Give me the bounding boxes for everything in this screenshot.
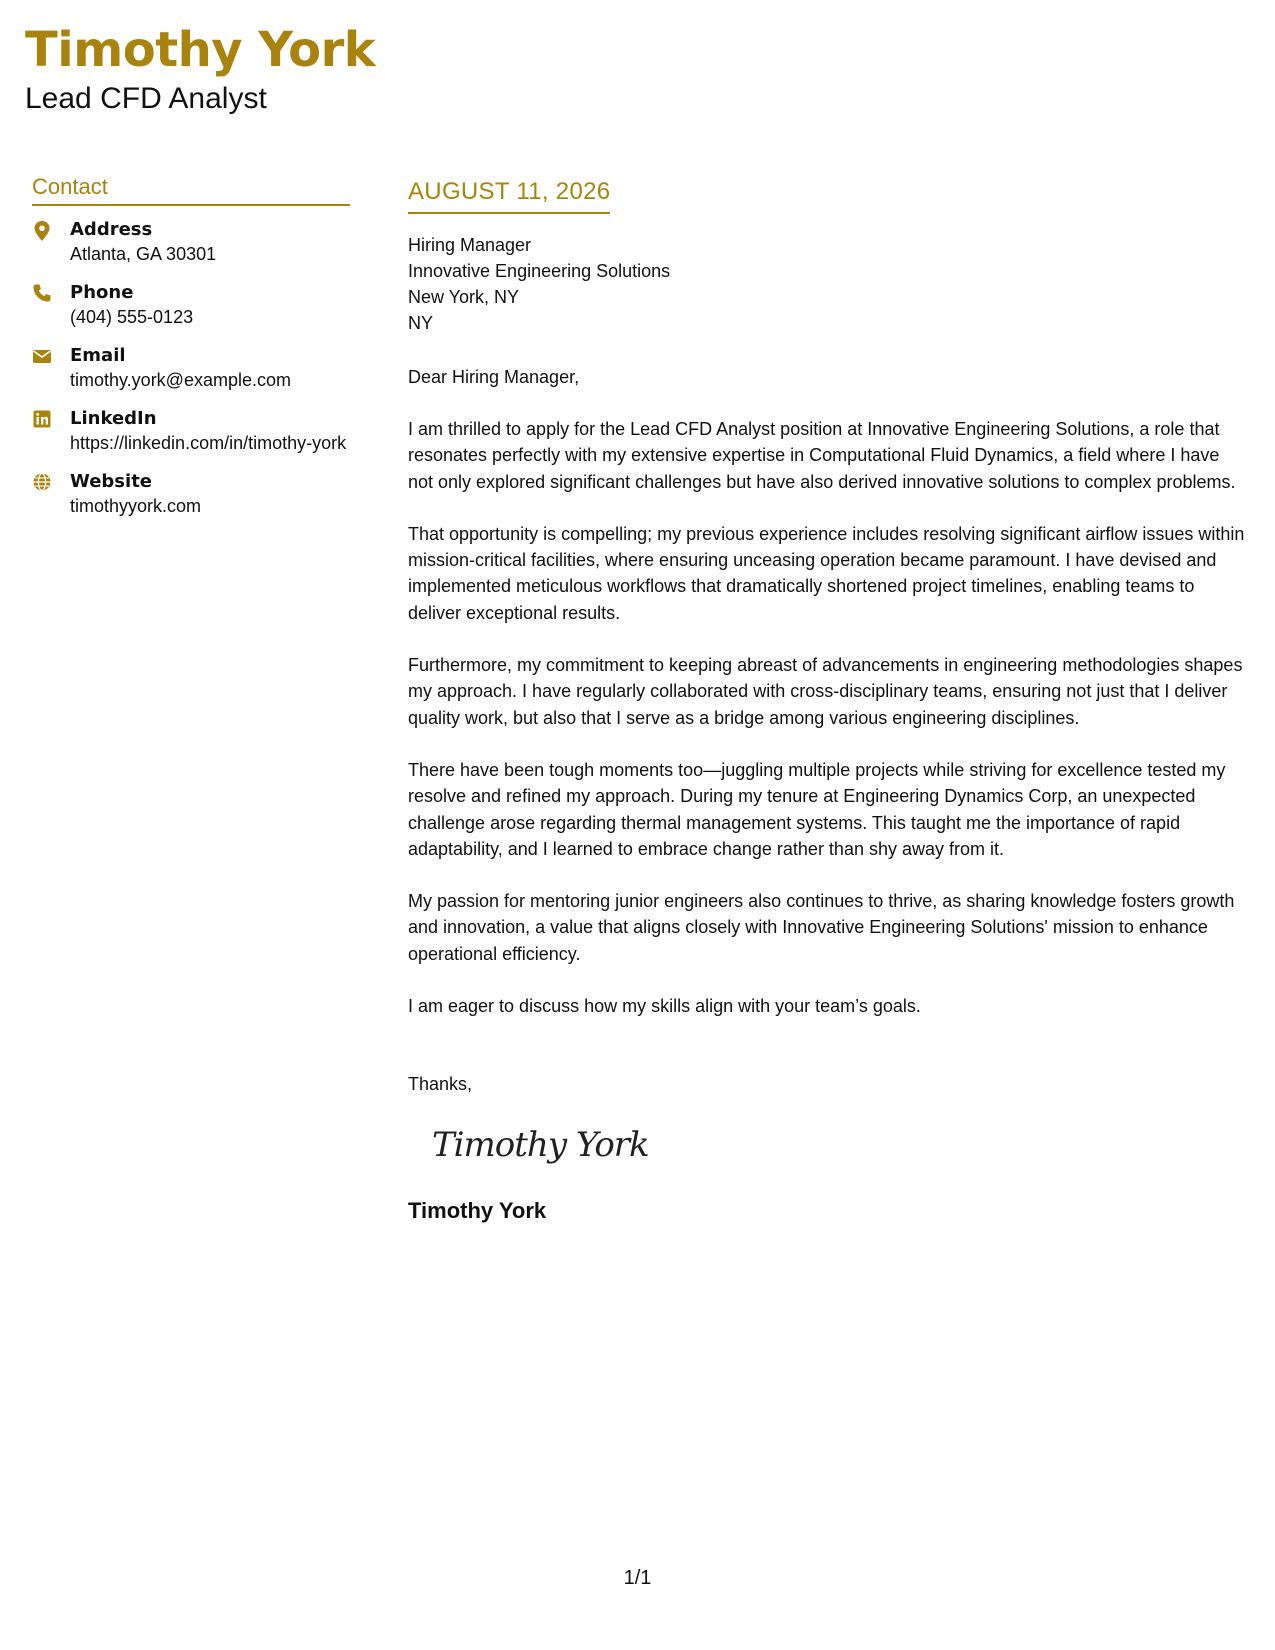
contact-item-address — [32, 218, 350, 267]
contact-label: Address — [70, 219, 153, 240]
letter-body — [408, 178, 1248, 1225]
contact-label: LinkedIn — [70, 408, 157, 429]
letter-paragraph: I am thrilled to apply for the Lead CFD Analyst position at Innovative Engineering Solutions, a role that resonates perfectly with my extensive expertise in Computational Fluid Dynamics, a field where I have not only explored significant challenges but have also derived innovative solutions to complex problems. — [408, 419, 1236, 492]
map-pin-icon — [32, 220, 54, 242]
letter-paragraph: That opportunity is compelling; my previous experience includes resolving significant airflow issues within mission-critical facilities, where ensuring unceasing operation became paramount. I have devised and implemented meticulous workflows that dramatically shortened project timelines, enabling teams to deliver exceptional results. — [408, 523, 1245, 623]
phone-icon — [32, 283, 54, 305]
letter-paragraph: My passion for mentoring junior engineers also continues to thrive, as sharing knowledge fosters growth and innovation, a value that aligns closely with Innovative Engineering Solutions' mission to enhance operational efficiency. — [408, 891, 1235, 964]
letter-date: AUGUST 11, 2026 — [408, 178, 610, 214]
handwritten-signature: Timothy York — [432, 1125, 649, 1166]
recipient-line: NY — [408, 313, 434, 333]
contact-value: timothyyork.com — [70, 496, 202, 516]
contact-value: timothy.york@example.com — [70, 370, 292, 390]
contact-sidebar — [32, 174, 350, 533]
letter-paragraph: I am eager to discuss how my skills align with your team’s goals. — [408, 996, 921, 1017]
contact-value: (404) 555-0123 — [70, 307, 194, 327]
contact-item-email — [32, 344, 350, 393]
candidate-name: Timothy York — [25, 22, 376, 78]
contact-label: Website — [70, 471, 153, 492]
recipient-line: New York, NY — [408, 287, 520, 307]
candidate-job-title: Lead CFD Analyst — [25, 82, 267, 115]
letter-paragraph: Furthermore, my commitment to keeping abreast of advancements in engineering methodologies shapes my approach. I have regularly collaborated with cross-disciplinary teams, ensuring not just that I deliver quality work, but also that I serve as a bridge among various engineering disciplines. — [408, 655, 1243, 728]
salutation: Dear Hiring Manager, — [408, 367, 580, 387]
linkedin-icon — [32, 409, 54, 431]
recipient-line: Innovative Engineering Solutions — [408, 261, 671, 281]
contact-label: Email — [70, 345, 126, 366]
letter-paragraph: There have been tough moments too—juggling multiple projects while striving for excellence tested my resolve and refined my approach. During my tenure at Engineering Dynamics Corp, an unexpected challenge arose regarding thermal management systems. This taught me the importance of rapid adaptability, and I learned to embrace change rather than shy away from it. — [408, 759, 1226, 859]
envelope-icon — [32, 346, 54, 368]
signer-name: Timothy York — [408, 1198, 547, 1224]
page-number: 1/1 — [623, 1567, 652, 1589]
contact-label: Phone — [70, 282, 134, 303]
contact-value: https://linkedin.com/in/timothy-york — [70, 433, 347, 453]
closing: Thanks, — [408, 1074, 473, 1095]
recipient-block — [408, 232, 1248, 336]
contact-item-linkedin — [32, 407, 350, 456]
recipient-line: Hiring Manager — [408, 235, 532, 255]
contact-item-website — [32, 470, 350, 519]
contact-value: Atlanta, GA 30301 — [70, 244, 217, 264]
contact-item-phone — [32, 281, 350, 330]
contact-heading: Contact — [32, 174, 350, 206]
globe-icon — [32, 472, 54, 494]
